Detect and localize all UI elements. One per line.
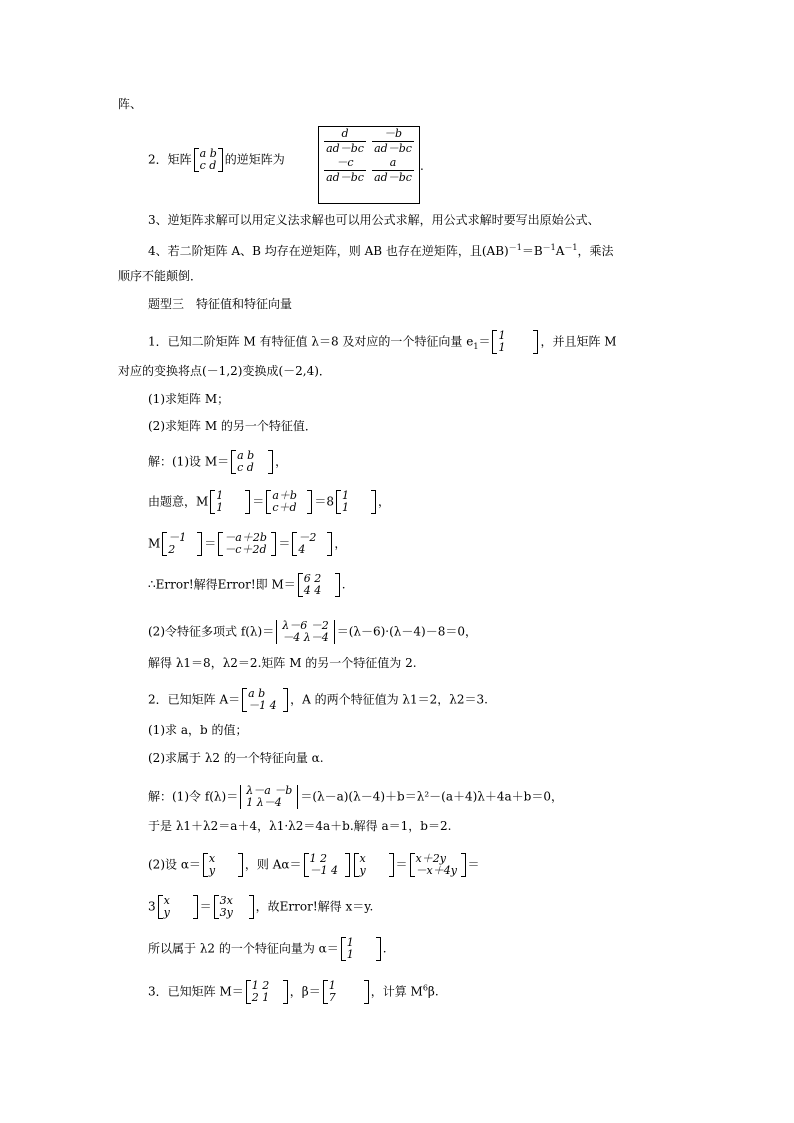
rule-2-prefix: 2．矩阵	[148, 152, 192, 167]
p3-line1: 3．已知矩阵 M＝ 1 2 2 1 ，β＝ 1 7 ，计算 $M^6\beta$.	[148, 979, 439, 1004]
matrix-M-abcd: a b c d	[231, 450, 273, 474]
vec: －1 2	[162, 532, 202, 556]
vec: 1 1	[210, 490, 250, 514]
matrix-A: a b －1 4	[242, 688, 288, 712]
p1-q1: (1)求矩阵 M；	[148, 392, 230, 406]
vec: －a＋2b －c＋2d	[218, 532, 276, 556]
vec: －2 4	[292, 532, 332, 556]
rule-4: 4、若二阶矩阵 A、B 均存在逆矩阵，则 AB 也存在逆矩阵，且$(AB)^{-1}=B^{-1}A^{-1}$，乘法	[148, 243, 614, 258]
p2-sol4: 3 x y ＝ 3x 3y ，故Error!解得 x＝y.	[148, 894, 374, 919]
rule-2-suffix: .	[420, 159, 424, 173]
p1-q2: (2)求矩阵 M 的另一个特征值．	[148, 419, 317, 433]
p1-sol5: (2)令特征多项式 f(λ)＝ λ－6 －2 －4 λ－4 ＝(λ－6)·(λ－4)－8＝0，	[148, 619, 477, 644]
determinant: λ－6 －2 －4 λ－4	[276, 620, 334, 644]
vec: x y	[203, 853, 243, 877]
rule-4-cont: 顺序不能颠倒．	[118, 269, 203, 283]
fragment-top: 阵、	[118, 97, 143, 111]
vector-e1: 1 1	[492, 330, 538, 354]
vec: 1 1	[336, 490, 376, 514]
section-title: 题型三 特征值和特征向量	[148, 297, 293, 311]
rule-2-mid: 的逆矩阵为	[224, 152, 285, 167]
rule-2	[148, 148, 285, 172]
matrix-M: 6 2 4 4	[298, 573, 340, 597]
matrix-abcd: a b c d	[194, 148, 223, 172]
inverse-matrix: $\frac{d}{ad-bc}$ $\frac{-b}{ad-bc}$ $\frac{-c}{ad-bc}$ $\frac{a}{ad-bc}$	[318, 126, 420, 204]
determinant: λ－a －b 1 λ－4	[240, 785, 298, 809]
p1-sol2: 由题意，M 1 1 ＝ a＋b c＋d ＝8 1 1 ，	[148, 489, 390, 514]
matrix: 1 2 －1 4	[304, 853, 350, 877]
p2-q1: (1)求 a，b 的值；	[148, 723, 248, 737]
p1-line2: 对应的变换将点(－1,2)变换成(－2,4)．	[118, 364, 331, 378]
vec: 3x 3y	[214, 895, 254, 919]
p1-sol3: M －1 2 ＝ －a＋2b －c＋2d ＝ －2 4 ，	[148, 531, 347, 556]
vec: x y	[354, 853, 394, 877]
p2-line1: 2．已知矩阵 A＝ a b －1 4 ，A 的两个特征值为 λ1＝2，λ2＝3.	[148, 687, 488, 712]
vec: 1 1	[341, 937, 381, 961]
p2-q2: (2)求属于 λ2 的一个特征向量 α.	[148, 751, 324, 765]
vec: x＋2y －x＋4y	[410, 853, 466, 877]
vec: x y	[158, 895, 198, 919]
p1-sol4: ∴Error!解得Error!即 M＝ 6 2 4 4 .	[148, 572, 346, 597]
p2-sol2: 于是 λ1＋λ2＝a＋4，λ1·λ2＝4a＋b.解得 a＝1，b＝2.	[148, 819, 452, 833]
p2-sol1: 解：(1)令 f(λ)＝ λ－a －b 1 λ－4 ＝(λ－a)(λ－4)＋b＝λ²－(a＋4)λ＋4a＋b＝0，	[148, 784, 564, 809]
p2-sol5: 所以属于 λ2 的一个特征向量为 α＝ 1 1 .	[148, 936, 387, 961]
p2-sol3: (2)设 α＝ x y ，则 Aα＝ 1 2 －1 4 x y ＝ x＋2y －x＋4y ＝	[148, 852, 480, 877]
vector-beta: 1 7	[323, 980, 369, 1004]
p1-sol1: 解：(1)设 M＝ a b c d ，	[148, 449, 288, 474]
matrix-M: 1 2 2 1	[246, 980, 288, 1004]
vec: a＋b c＋d	[266, 490, 312, 514]
p1-sol6: 解得 λ1＝8，λ2＝2.矩阵 M 的另一个特征值为 2.	[148, 656, 417, 670]
rule-3: 3、逆矩阵求解可以用定义法求解也可以用公式求解，用公式求解时要写出原始公式、	[148, 213, 600, 227]
p1-line1: 1．已知二阶矩阵 M 有特征值 λ＝8 及对应的一个特征向量 $e_1=$ 1 1 ，并且矩阵 M	[148, 329, 617, 354]
